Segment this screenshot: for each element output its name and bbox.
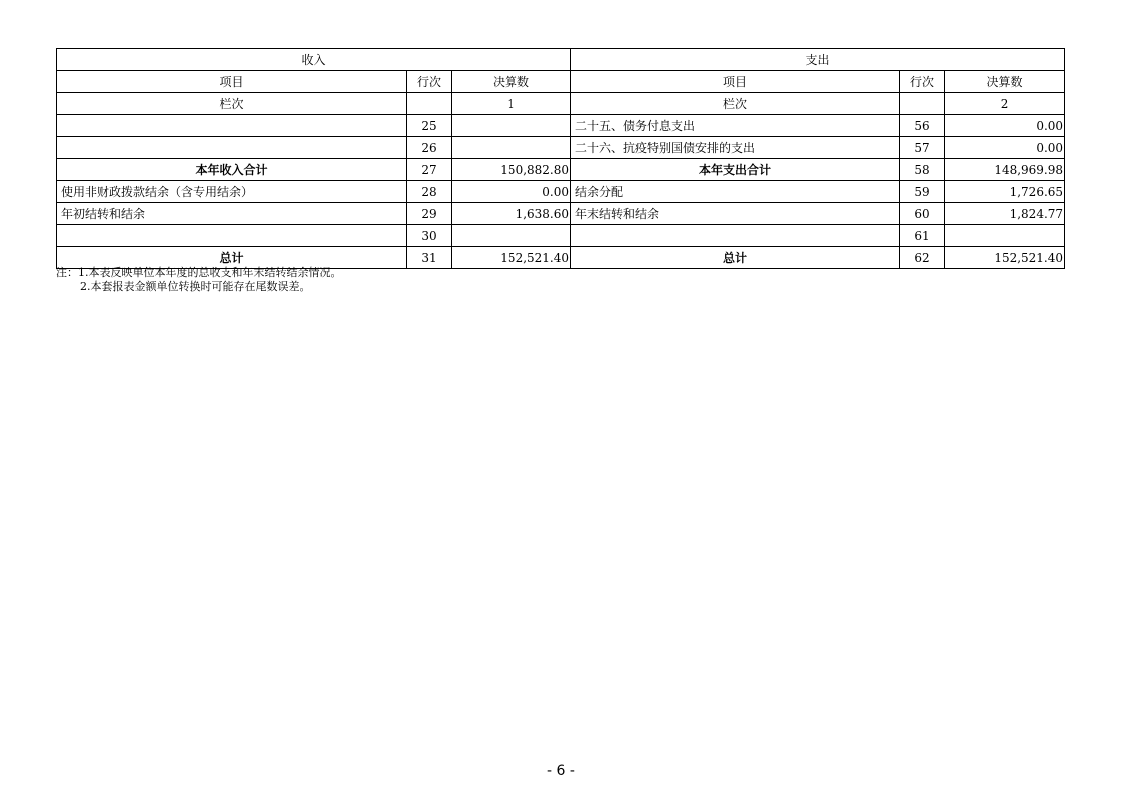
income-item: [57, 137, 407, 159]
table-row: [57, 137, 1065, 159]
income-line: 31: [407, 247, 452, 269]
expense-item: 结余分配: [571, 181, 900, 203]
expense-line: 58: [900, 159, 945, 181]
income-line: 30: [407, 225, 452, 247]
income-section-header: 收入: [57, 49, 571, 71]
expense-item: 二十六、抗疫特别国债安排的支出: [571, 137, 900, 159]
income-amount: 1,638.60: [452, 203, 571, 225]
income-col-empty: [407, 93, 452, 115]
expense-item: 年末结转和结余: [571, 203, 900, 225]
income-line: 27: [407, 159, 452, 181]
table-row: [57, 203, 1065, 225]
expense-section-header: 支出: [571, 49, 1065, 71]
income-item: 使用非财政拨款结余（含专用结余）: [57, 181, 407, 203]
expense-amount: 1,824.77: [945, 203, 1065, 225]
table-row: [57, 225, 1065, 247]
income-line-header: 行次: [407, 71, 452, 93]
income-item: 年初结转和结余: [57, 203, 407, 225]
section-header-row: [57, 49, 1065, 71]
income-amount: [452, 137, 571, 159]
income-amount: [452, 225, 571, 247]
income-amount: [452, 115, 571, 137]
income-line: 28: [407, 181, 452, 203]
expense-item: [571, 225, 900, 247]
expense-col-number: 2: [945, 93, 1065, 115]
income-subtotal-label: 本年收入合计: [57, 159, 407, 181]
income-col-label: 栏次: [57, 93, 407, 115]
note-line-2: 2.本套报表金额单位转换时可能存在尾数误差。: [80, 280, 311, 293]
income-item-header: 项目: [57, 71, 407, 93]
expense-amount: 152,521.40: [945, 247, 1065, 269]
expense-line: 60: [900, 203, 945, 225]
expense-item: 二十五、债务付息支出: [571, 115, 900, 137]
income-amount: 152,521.40: [452, 247, 571, 269]
expense-amount: 148,969.98: [945, 159, 1065, 181]
expense-item-header: 项目: [571, 71, 900, 93]
table-row: [57, 181, 1065, 203]
income-amount-header: 决算数: [452, 71, 571, 93]
table-row: [57, 115, 1065, 137]
column-header-row: [57, 71, 1065, 93]
expense-line: 59: [900, 181, 945, 203]
expense-line: 56: [900, 115, 945, 137]
expense-line: 62: [900, 247, 945, 269]
expense-line: 61: [900, 225, 945, 247]
expense-amount: 0.00: [945, 137, 1065, 159]
expense-amount: 1,726.65: [945, 181, 1065, 203]
expense-col-label: 栏次: [571, 93, 900, 115]
expense-amount: 0.00: [945, 115, 1065, 137]
subtotal-row: [57, 159, 1065, 181]
income-expense-table: [56, 48, 1065, 269]
expense-total-label: 总计: [571, 247, 900, 269]
expense-amount-header: 决算数: [945, 71, 1065, 93]
column-index-row: [57, 93, 1065, 115]
expense-amount: [945, 225, 1065, 247]
income-line: 26: [407, 137, 452, 159]
page-number: - 6 -: [547, 763, 575, 779]
income-line: 25: [407, 115, 452, 137]
table-notes: [56, 266, 342, 294]
expense-line-header: 行次: [900, 71, 945, 93]
expense-subtotal-label: 本年支出合计: [571, 159, 900, 181]
expense-col-empty: [900, 93, 945, 115]
income-amount: 150,882.80: [452, 159, 571, 181]
income-item: [57, 115, 407, 137]
income-line: 29: [407, 203, 452, 225]
income-item: [57, 225, 407, 247]
expense-line: 57: [900, 137, 945, 159]
income-amount: 0.00: [452, 181, 571, 203]
note-line-1: 注：1.本表反映单位本年度的总收支和年末结转结余情况。: [56, 266, 342, 279]
income-total-label: 总计: [57, 247, 407, 269]
income-col-number: 1: [452, 93, 571, 115]
